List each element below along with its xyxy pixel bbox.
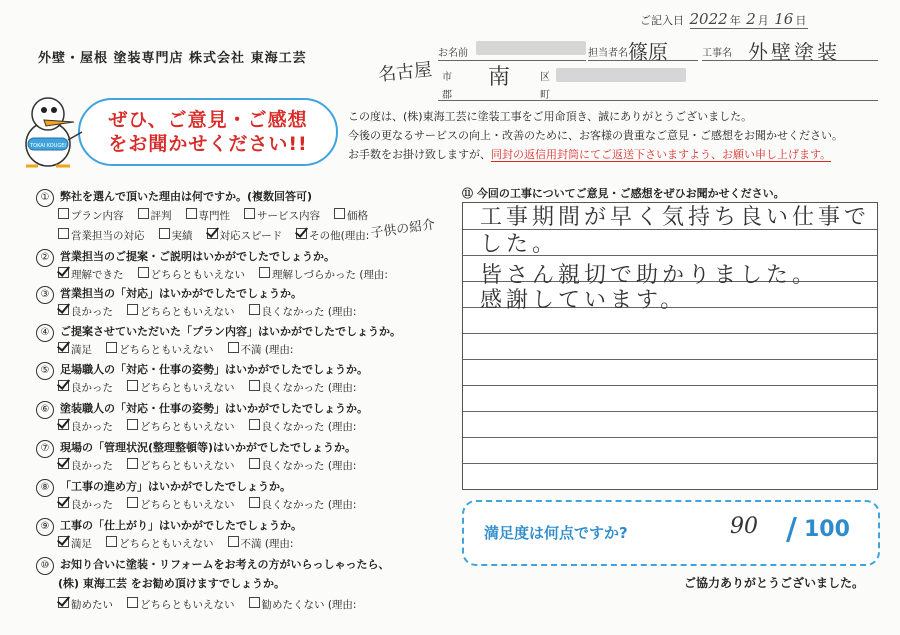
comment-rule [463,385,877,386]
comment-line-3: 感謝しています。 [480,288,687,313]
q1-option-sales: 営業担当の対応 [71,230,145,242]
q2-checkbox-1[interactable] [58,267,69,278]
q4-checkbox-3[interactable] [228,342,239,353]
q1-checkbox-price[interactable] [334,208,345,219]
q3-checkbox-2[interactable] [127,304,138,315]
q4-options [58,342,307,357]
year-suffix: 年 [729,14,741,27]
q9-options [58,536,307,551]
question-6 [36,400,368,419]
q1-option-plan: プラン内容 [71,210,124,222]
comment-line-1: 工事期間が早く気持ち良い仕事でした。 [480,205,871,257]
q9-option-3: 不満 (理由: [240,538,294,550]
q1-row1 [58,208,382,223]
ward-value: 南 [488,65,511,90]
q8-option-2: どちらともいえない [140,499,235,511]
q5-checkbox-3[interactable] [249,380,260,391]
q5-option-1: 良かった [71,382,113,394]
work-value: 外壁塗装 [748,40,840,64]
q2-option-2: どちらともいえない [150,269,245,281]
work-label: 工事名 [702,48,732,59]
address-redacted [556,68,686,82]
q7-checkbox-3[interactable] [249,458,260,469]
q10-checkbox-1[interactable] [58,597,69,608]
satisfaction-question: 満足度は何点ですか? [484,524,628,542]
q5-checkbox-2[interactable] [127,380,138,391]
q2-checkbox-2[interactable] [138,267,149,278]
q6-checkbox-3[interactable] [249,419,260,430]
q8-option-3: 良くなかった (理由: [261,499,357,511]
question-1 [36,188,312,207]
q1-option-other: その他(理由: [309,230,370,242]
ward-label: 区 [540,72,550,83]
q8-option-1: 良かった [71,499,113,511]
q2-checkbox-3[interactable] [259,267,270,278]
question-1-text: 弊社を選んで頂いた理由は何ですか。(複数回答可) [60,190,313,203]
q10-checkbox-2[interactable] [127,597,138,608]
question-6-number: ⑥ [36,401,54,419]
question-4 [36,323,401,342]
q8-checkbox-1[interactable] [58,497,69,508]
date-underline [690,28,808,29]
q1-row2 [58,228,373,243]
q9-option-1: 満足 [71,538,92,550]
date-day: 16 [774,10,794,28]
q10-option-1: 勧めたい [71,599,113,611]
q8-checkbox-2[interactable] [127,497,138,508]
q1-checkbox-plan[interactable] [58,208,69,219]
q1-checkbox-speed[interactable] [207,228,218,239]
month-suffix: 月 [757,14,769,27]
thanks-message: ご協力ありがとうございました。 [684,576,865,590]
q7-checkbox-2[interactable] [127,458,138,469]
staff-underline [588,60,698,61]
q1-checkbox-record[interactable] [159,228,170,239]
q1-checkbox-service[interactable] [244,208,255,219]
q2-option-1: 理解できた [71,269,124,281]
q5-options [58,380,370,395]
question-8-number: ⑧ [36,479,54,497]
q6-options [58,419,370,434]
comment-rule [463,411,877,412]
intro-line2: 今後の更なるサービスの向上・改善のために、お客様の貴重なご意見・ご感想をお聞かせください。 [348,129,843,142]
question-5 [36,361,368,380]
q9-checkbox-3[interactable] [228,536,239,547]
q1-option-expertise: 専門性 [198,210,230,222]
q9-checkbox-2[interactable] [106,536,117,547]
q3-option-2: どちらともいえない [140,306,235,318]
q5-option-2: どちらともいえない [140,382,235,394]
q8-options [58,497,370,512]
q4-checkbox-1[interactable] [58,342,69,353]
town-label: 町 [540,90,550,101]
date-year: 2022 [689,10,728,28]
q6-option-2: どちらともいえない [140,421,235,433]
intro-line3-red: 同封の返信用封筒にてご返送下さいますよう、お願い申し上げます。 [491,148,832,161]
q3-option-1: 良かった [71,306,113,318]
q1-other-value: 子供の紹介 [369,217,437,242]
question-1-number: ① [36,189,54,207]
date-month: 2 [746,10,756,28]
q1-checkbox-expertise[interactable] [186,208,197,219]
comment-rule [463,437,877,438]
question-10-text: お知り合いに塗装・リフォームをお考えの方がいらっしゃったら、 [60,558,390,571]
question-8-text: 「工事の進め方」はいかがでしたでしょうか。 [60,480,291,493]
q4-option-1: 満足 [71,344,92,356]
q3-checkbox-3[interactable] [249,304,260,315]
q7-checkbox-1[interactable] [58,458,69,469]
intro-line3 [348,146,831,162]
q4-option-3: 不満 (理由: [240,344,294,356]
question-5-text: 足場職人の「対応・仕事の姿勢」はいかがでしたでしょうか。 [60,363,368,376]
q1-checkbox-sales[interactable] [58,228,69,239]
question-10-line2: (株) 東海工芸 をお勧め頂けますでしょうか。 [58,577,286,590]
q10-option-2: どちらともいえない [140,599,235,611]
q6-option-3: 良くなかった (理由: [261,421,357,433]
question-7-number: ⑦ [36,440,54,458]
comment-rule [463,333,877,334]
question-9-number: ⑨ [36,518,54,536]
name-underline [438,60,586,61]
question-9-text: 工事の「仕上がり」はいかがでしたでしょうか。 [60,519,302,532]
q1-option-price: 価格 [347,210,368,222]
name-label: お名前 [438,48,468,59]
question-10 [36,556,389,575]
q3-checkbox-1[interactable] [58,304,69,315]
q7-option-3: 良くなかった (理由: [261,460,357,472]
q7-option-1: 良かった [71,460,113,472]
day-suffix: 日 [795,14,807,27]
q9-checkbox-1[interactable] [58,536,69,547]
q5-checkbox-1[interactable] [58,380,69,391]
satisfaction-value[interactable]: 90 [730,514,758,539]
q4-checkbox-2[interactable] [106,342,117,353]
q1-option-speed: 対応スピード [219,230,283,242]
q10-checkbox-3[interactable] [249,597,260,608]
city-label: 市 [442,72,452,83]
q4-option-2: どちらともいえない [119,344,214,356]
q6-checkbox-2[interactable] [127,419,138,430]
question-5-number: ⑤ [36,362,54,380]
staff-value: 篠原 [628,40,668,64]
question-8 [36,478,291,497]
staff-label: 担当者名 [588,48,628,59]
question-4-text: ご提案させていただいた「プラン内容」はいかがでしたでしょうか。 [60,325,401,338]
q7-option-2: どちらともいえない [140,460,235,472]
address-underline [438,100,878,101]
question-3 [36,285,302,304]
q9-option-2: どちらともいえない [119,538,214,550]
banner-line1: ぜひ、ご意見・ご感想 [108,109,308,131]
county-label: 郡 [442,90,452,101]
mascot-badge-text: TOKAI KOUGEI [30,143,66,149]
city-value: 名古屋 [377,59,434,86]
q6-checkbox-1[interactable] [58,419,69,430]
company-name: 外壁・屋根 塗装専門店 株式会社 東海工芸 [38,51,307,66]
date-label: ご記入日 [640,14,684,27]
banner-bubble [78,98,338,166]
q5-option-3: 良くなかった (理由: [261,382,357,394]
intro-line1: この度は、(株)東海工芸に塗装工事をご用命頂き、誠にありがとうございました。 [348,110,753,123]
comment-title: ⑪ 今回の工事についてご意見・ご感想をぜひお聞かせください。 [462,187,785,200]
q10-option-3: 勧めたくない (理由: [261,599,357,611]
satisfaction-slash: / [786,512,797,547]
q3-option-3: 良くなかった (理由: [261,306,357,318]
question-3-text: 営業担当の「対応」はいかがでしたでしょうか。 [60,287,302,300]
name-redacted [476,41,586,55]
q8-checkbox-3[interactable] [249,497,260,508]
question-2-text: 営業担当のご提案・ご説明はいかがでしたでしょうか。 [60,250,335,263]
question-7-text: 現場の「管理状況(整理整頓等)はいかがでしたでしょうか。 [60,441,357,454]
banner-line2: をお聞かせください!! [108,133,308,155]
question-2-number: ② [36,249,54,267]
question-7 [36,439,356,458]
q6-option-1: 良かった [71,421,113,433]
satisfaction-max: 100 [804,517,850,542]
comment-line-2: 皆さん親切で助かりました。 [480,263,819,288]
q2-option-3: 理解しづらかった (理由: [272,269,388,281]
q3-options [58,304,370,319]
date-field [640,10,806,28]
q1-checkbox-reputation[interactable] [138,208,149,219]
question-4-number: ④ [36,324,54,342]
question-9 [36,517,302,536]
q1-option-service: サービス内容 [257,210,320,222]
comment-rule [463,463,877,464]
question-2 [36,248,335,267]
question-6-text: 塗装職人の「対応・仕事の姿勢」はいかがでしたでしょうか。 [60,402,368,415]
q1-option-record: 実績 [171,230,193,242]
q1-option-reputation: 評判 [150,210,172,222]
question-10-number: ⑩ [36,557,54,575]
q2-options [58,267,402,282]
comment-rule [463,359,877,360]
question-3-number: ③ [36,286,54,304]
intro-line3-prefix: お手数をお掛け致しますが、 [348,148,491,161]
work-underline [702,60,878,61]
q10-options [58,597,370,612]
bird-mascot-icon [14,92,84,170]
q7-options [58,458,370,473]
q1-checkbox-other[interactable] [296,228,307,239]
